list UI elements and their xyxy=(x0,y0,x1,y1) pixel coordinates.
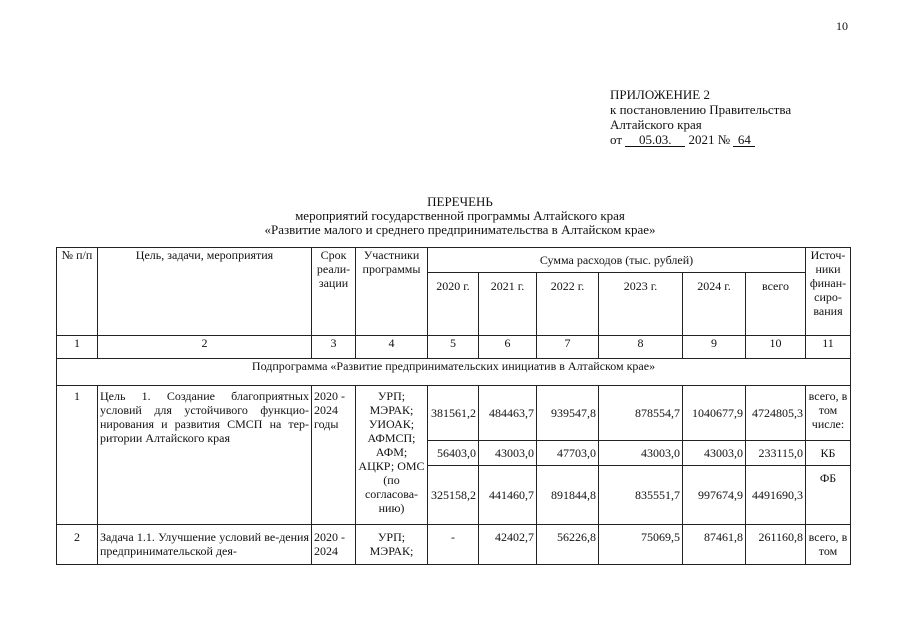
row-value-2024: 87461,8 xyxy=(683,525,746,565)
year-label: 2021 № xyxy=(688,132,731,147)
row-value-total: 233115,0 xyxy=(746,441,806,466)
appendix-date-line xyxy=(610,132,791,147)
row-value-2023: 878554,7 xyxy=(599,386,683,441)
header-source: Источ-ники финан-сиро-вания xyxy=(806,248,851,336)
appendix-line: Алтайского края xyxy=(610,117,702,132)
row-value-2020: 56403,0 xyxy=(428,441,479,466)
row-value-2023: 835551,7 xyxy=(599,466,683,525)
row-value-2020: 325158,2 xyxy=(428,466,479,525)
column-number: 10 xyxy=(746,336,806,359)
row-num: 2 xyxy=(57,525,98,565)
activities-table xyxy=(56,247,851,565)
header-year-2023: 2023 г. xyxy=(599,273,683,336)
column-number: 11 xyxy=(806,336,851,359)
column-number: 1 xyxy=(57,336,98,359)
column-number: 5 xyxy=(428,336,479,359)
row-value-2023: 75069,5 xyxy=(599,525,683,565)
header-year-2020: 2020 г. xyxy=(428,273,479,336)
resolution-number: 64 xyxy=(733,133,755,147)
row-value-total: 261160,8 xyxy=(746,525,806,565)
document-heading xyxy=(150,195,770,237)
column-number: 6 xyxy=(479,336,537,359)
header-num: № п/п xyxy=(57,248,98,336)
page-number: 10 xyxy=(836,19,848,33)
row-value-2020: 381561,2 xyxy=(428,386,479,441)
row-value-2024: 1040677,9 xyxy=(683,386,746,441)
header-sum: Сумма расходов (тыс. рублей) xyxy=(428,248,806,273)
header-year-2024: 2024 г. xyxy=(683,273,746,336)
header-goal: Цель, задачи, мероприятия xyxy=(98,248,312,336)
row-value-2022: 891844,8 xyxy=(537,466,599,525)
column-number: 4 xyxy=(356,336,428,359)
row-participants: УРП; МЭРАК; xyxy=(356,525,428,565)
row-value-2023: 43003,0 xyxy=(599,441,683,466)
header-participants: Участники программы xyxy=(356,248,428,336)
column-number: 9 xyxy=(683,336,746,359)
row-goal: Задача 1.1. Улучшение условий ве-дения предпринимательской дея- xyxy=(98,525,312,565)
column-number: 7 xyxy=(537,336,599,359)
row-value-2024: 43003,0 xyxy=(683,441,746,466)
column-number: 3 xyxy=(312,336,356,359)
row-participants: УРП; МЭРАК; УИОАК; АФМСП; АФМ; АЦКР; ОМС (по согласова-нию) xyxy=(356,386,428,525)
row-value-2022: 939547,8 xyxy=(537,386,599,441)
row-value-2021: 43003,0 xyxy=(479,441,537,466)
heading-line: «Развитие малого и среднего предпринимательства в Алтайском крае» xyxy=(264,222,656,237)
row-term: 2020 - 2024 годы xyxy=(312,386,356,525)
from-label: от xyxy=(610,132,623,147)
row-value-2024: 997674,9 xyxy=(683,466,746,525)
row-value-2020: - xyxy=(428,525,479,565)
row-term: 2020 - 2024 xyxy=(312,525,356,565)
row-source: всего, в том xyxy=(806,525,851,565)
header-term: Срок реали-зации xyxy=(312,248,356,336)
row-value-2022: 47703,0 xyxy=(537,441,599,466)
column-number: 8 xyxy=(599,336,683,359)
row-source: КБ xyxy=(806,441,851,466)
subprogram-title: Подпрограмма «Развитие предпринимательских инициатив в Алтайском крае» xyxy=(57,359,851,386)
column-number: 2 xyxy=(98,336,312,359)
row-value-2021: 42402,7 xyxy=(479,525,537,565)
header-year-2022: 2022 г. xyxy=(537,273,599,336)
row-value-2021: 484463,7 xyxy=(479,386,537,441)
appendix-block xyxy=(610,87,791,147)
row-value-2022: 56226,8 xyxy=(537,525,599,565)
heading-title: ПЕРЕЧЕНЬ xyxy=(427,194,493,209)
row-num: 1 xyxy=(57,386,98,525)
appendix-title: ПРИЛОЖЕНИЕ 2 xyxy=(610,87,710,102)
resolution-date: 05.03. xyxy=(625,133,685,147)
row-source: ФБ xyxy=(806,466,851,525)
header-total: всего xyxy=(746,273,806,336)
row-value-total: 4724805,3 xyxy=(746,386,806,441)
row-value-2021: 441460,7 xyxy=(479,466,537,525)
header-year-2021: 2021 г. xyxy=(479,273,537,336)
row-value-total: 4491690,3 xyxy=(746,466,806,525)
row-goal: Цель 1. Создание благоприятных условий для устойчивого функцио-нирования и развития СМСП на тер-ритории Алтайского края xyxy=(98,386,312,525)
appendix-line: к постановлению Правительства xyxy=(610,102,792,117)
heading-line: мероприятий государственной программы Алтайского края xyxy=(295,208,625,223)
row-source: всего, в том числе: xyxy=(806,386,851,441)
